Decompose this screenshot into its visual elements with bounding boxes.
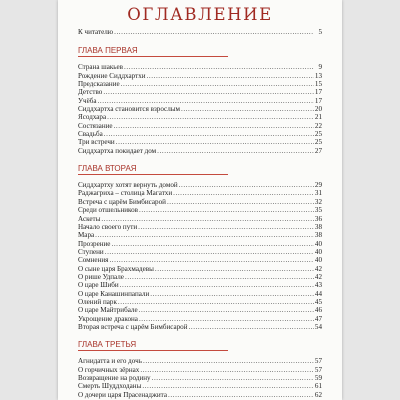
toc-dot-leader bbox=[139, 315, 314, 323]
toc-entry[interactable] bbox=[78, 256, 322, 264]
toc-entry[interactable] bbox=[78, 248, 322, 256]
toc-entry[interactable] bbox=[78, 147, 322, 155]
toc-entry[interactable] bbox=[78, 265, 322, 273]
toc-entry-label: Рождение Сиддхартхи bbox=[78, 71, 146, 80]
toc-entry-page: 42 bbox=[314, 264, 322, 273]
toc-entry-label: Сиддхартха становится взрослым bbox=[78, 105, 180, 114]
toc-entry-page: 40 bbox=[314, 256, 322, 265]
book-page bbox=[58, 0, 342, 400]
toc-dot-leader bbox=[140, 366, 314, 374]
toc-entry-label: Свадьба bbox=[78, 130, 103, 139]
toc-entry-page: 17 bbox=[314, 88, 322, 97]
chapter-section bbox=[78, 164, 322, 331]
toc-entry-label: Аскеты bbox=[78, 214, 101, 223]
toc-entry-label: О рише Удпале bbox=[78, 272, 124, 281]
toc-entry[interactable] bbox=[78, 240, 322, 248]
toc-entry-page: 44 bbox=[314, 289, 322, 298]
toc-entry-page: 35 bbox=[314, 206, 322, 215]
chapter-section bbox=[78, 46, 322, 155]
toc-entry[interactable] bbox=[78, 113, 322, 121]
toc-dot-leader bbox=[114, 122, 314, 130]
toc-entry[interactable] bbox=[78, 105, 322, 113]
toc-entry[interactable] bbox=[78, 290, 322, 298]
toc-entry-label: Среди отшельников bbox=[78, 206, 139, 215]
toc-dot-leader bbox=[111, 240, 313, 248]
toc-entry[interactable] bbox=[78, 198, 322, 206]
toc-entry-label: Начало своего пути bbox=[78, 222, 138, 231]
toc-entry-page: 9 bbox=[318, 63, 322, 72]
toc-dot-leader bbox=[121, 80, 314, 88]
toc-entry-page: 62 bbox=[314, 390, 322, 399]
toc-entry[interactable] bbox=[78, 215, 322, 223]
toc-entry-label: Агнидатта и его дочь bbox=[78, 357, 142, 366]
toc-entry-page: 45 bbox=[314, 297, 322, 306]
toc-entry-label: Сиддхартху хотят вернуть домой bbox=[78, 181, 178, 190]
toc-entry-label: Учёба bbox=[78, 96, 97, 105]
toc-dot-leader bbox=[168, 391, 314, 399]
toc-entry-page: 5 bbox=[318, 28, 322, 36]
toc-dot-leader bbox=[138, 223, 314, 231]
toc-entry[interactable] bbox=[78, 306, 322, 314]
toc-dot-leader bbox=[116, 138, 314, 146]
chapter-heading: ГЛАВА ПЕРВАЯ bbox=[78, 46, 228, 57]
toc-entry[interactable] bbox=[78, 223, 322, 231]
toc-entry-label: Сиддхартха покидает дом bbox=[78, 146, 157, 155]
toc-entry-page: 21 bbox=[314, 113, 322, 122]
toc-entry[interactable] bbox=[78, 366, 322, 374]
toc-dot-leader bbox=[105, 248, 314, 256]
toc-entry[interactable] bbox=[78, 281, 322, 289]
toc-entry-page: 61 bbox=[314, 382, 322, 391]
toc-entry-label: Детство bbox=[78, 88, 103, 97]
toc-entry[interactable] bbox=[78, 122, 322, 130]
toc-entry-label: О царе Канашинпапали bbox=[78, 289, 150, 298]
toc-dot-leader bbox=[114, 28, 314, 36]
toc-entry[interactable] bbox=[78, 231, 322, 239]
toc-entry-label: Раджагриха – столица Магатхи bbox=[78, 189, 173, 198]
chapter-heading: ГЛАВА ВТОРАЯ bbox=[78, 164, 228, 175]
toc-dot-leader bbox=[107, 113, 314, 121]
toc-entry-page: 57 bbox=[314, 357, 322, 366]
toc-dot-leader bbox=[147, 72, 314, 80]
toc-dot-leader bbox=[150, 290, 314, 298]
toc-entry-label: Прозрение bbox=[78, 239, 111, 248]
toc-entry[interactable] bbox=[78, 382, 322, 390]
toc-entry[interactable] bbox=[78, 138, 322, 146]
toc-dot-leader bbox=[179, 181, 314, 189]
toc-entry-label: О царе Шиби bbox=[78, 281, 119, 290]
chapters-list bbox=[78, 46, 322, 399]
toc-entry[interactable] bbox=[78, 206, 322, 214]
toc-entry-page: 32 bbox=[314, 197, 322, 206]
toc-entry-page: 20 bbox=[314, 105, 322, 114]
toc-entry-label: Ясодхара bbox=[78, 113, 107, 122]
toc-dot-leader bbox=[124, 63, 314, 71]
toc-entry[interactable] bbox=[78, 315, 322, 323]
toc-entry-page: 17 bbox=[314, 96, 322, 105]
toc-dot-leader bbox=[120, 281, 314, 289]
toc-dot-leader bbox=[142, 382, 314, 390]
toc-entry[interactable] bbox=[78, 391, 322, 399]
toc-entry[interactable] bbox=[78, 63, 322, 71]
toc-entry-page: 25 bbox=[314, 138, 322, 147]
toc-entry-label: К читателю bbox=[78, 28, 114, 36]
toc-entry-page: 31 bbox=[314, 189, 322, 198]
toc-dot-leader bbox=[98, 97, 314, 105]
toc-entry-page: 15 bbox=[314, 80, 322, 89]
toc-dot-leader bbox=[139, 206, 314, 214]
toc-entry-label: О царе Майтрибале bbox=[78, 306, 138, 315]
toc-entry-page: 36 bbox=[314, 214, 322, 223]
toc-dot-leader bbox=[125, 273, 314, 281]
toc-entry-page: 43 bbox=[314, 281, 322, 290]
toc-entry[interactable] bbox=[78, 189, 322, 197]
toc-entry-label: Смерть Шуддходаны bbox=[78, 382, 142, 391]
toc-entry-page: 13 bbox=[314, 71, 322, 80]
toc-dot-leader bbox=[95, 231, 314, 239]
toc-dot-leader bbox=[152, 374, 314, 382]
table-of-contents bbox=[78, 28, 322, 399]
toc-entry-label: Олений парк bbox=[78, 297, 117, 306]
toc-entry-label: О сыне царя Брахмадевы bbox=[78, 264, 154, 273]
toc-dot-leader bbox=[143, 357, 314, 365]
chapter-heading: ГЛАВА ТРЕТЬЯ bbox=[78, 340, 228, 351]
toc-entry-label: Предсказание bbox=[78, 80, 120, 89]
toc-entry-page: 38 bbox=[314, 222, 322, 231]
toc-entry-intro[interactable] bbox=[78, 28, 322, 36]
toc-dot-leader bbox=[173, 189, 314, 197]
toc-entry-label: Вторая встреча с царём Бимбисарой bbox=[78, 322, 188, 331]
toc-dot-leader bbox=[157, 147, 314, 155]
toc-entry-page: 29 bbox=[314, 181, 322, 190]
toc-entry-page: 42 bbox=[314, 272, 322, 281]
toc-entry[interactable] bbox=[78, 130, 322, 138]
toc-dot-leader bbox=[139, 306, 314, 314]
toc-dot-leader bbox=[167, 198, 314, 206]
toc-dot-leader bbox=[104, 130, 314, 138]
toc-entry-label: Укрощение дракона bbox=[78, 314, 138, 323]
toc-dot-leader bbox=[155, 265, 314, 273]
toc-dot-leader bbox=[103, 88, 314, 96]
toc-entry-page: 25 bbox=[314, 130, 322, 139]
toc-entry-page: 40 bbox=[314, 239, 322, 248]
toc-entry-label: Ступени bbox=[78, 247, 104, 256]
toc-entry[interactable] bbox=[78, 357, 322, 365]
toc-entry-page: 22 bbox=[314, 121, 322, 130]
toc-entry-label: Три встречи bbox=[78, 138, 115, 147]
toc-entry-page: 57 bbox=[314, 365, 322, 374]
toc-dot-leader bbox=[109, 256, 313, 264]
toc-entry[interactable] bbox=[78, 80, 322, 88]
toc-entry[interactable] bbox=[78, 97, 322, 105]
toc-dot-leader bbox=[181, 105, 314, 113]
toc-dot-leader bbox=[101, 215, 314, 223]
toc-entry-label: Мара bbox=[78, 231, 95, 240]
toc-entry[interactable] bbox=[78, 298, 322, 306]
toc-entry-page: 46 bbox=[314, 306, 322, 315]
toc-entry-label: Состязание bbox=[78, 121, 113, 130]
toc-entry[interactable] bbox=[78, 72, 322, 80]
toc-entry[interactable] bbox=[78, 374, 322, 382]
toc-entry-label: Сомнения bbox=[78, 256, 109, 265]
toc-entry-label: О дочери царя Прасенаджита bbox=[78, 390, 168, 399]
toc-entry-page: 47 bbox=[314, 314, 322, 323]
toc-entry-page: 54 bbox=[314, 322, 322, 331]
chapter-section bbox=[78, 340, 322, 399]
toc-entry-label: Возвращение на родину bbox=[78, 374, 151, 382]
toc-entry[interactable] bbox=[78, 273, 322, 281]
toc-entry-page: 59 bbox=[314, 374, 322, 382]
toc-entry-label: О горчичных зёрнах bbox=[78, 365, 140, 374]
toc-entry-page: 27 bbox=[314, 146, 322, 155]
toc-entry-page: 40 bbox=[314, 247, 322, 256]
toc-entry[interactable] bbox=[78, 323, 322, 331]
page-title: ОГЛАВЛЕНИЕ bbox=[127, 5, 273, 24]
toc-entry[interactable] bbox=[78, 88, 322, 96]
toc-entry-label: Встреча с царём Бимбисарой bbox=[78, 197, 166, 206]
toc-entry-page: 38 bbox=[314, 231, 322, 240]
toc-entry-label: Страна шакьев bbox=[78, 63, 124, 72]
toc-dot-leader bbox=[189, 323, 314, 331]
toc-dot-leader bbox=[118, 298, 314, 306]
toc-entry[interactable] bbox=[78, 181, 322, 189]
